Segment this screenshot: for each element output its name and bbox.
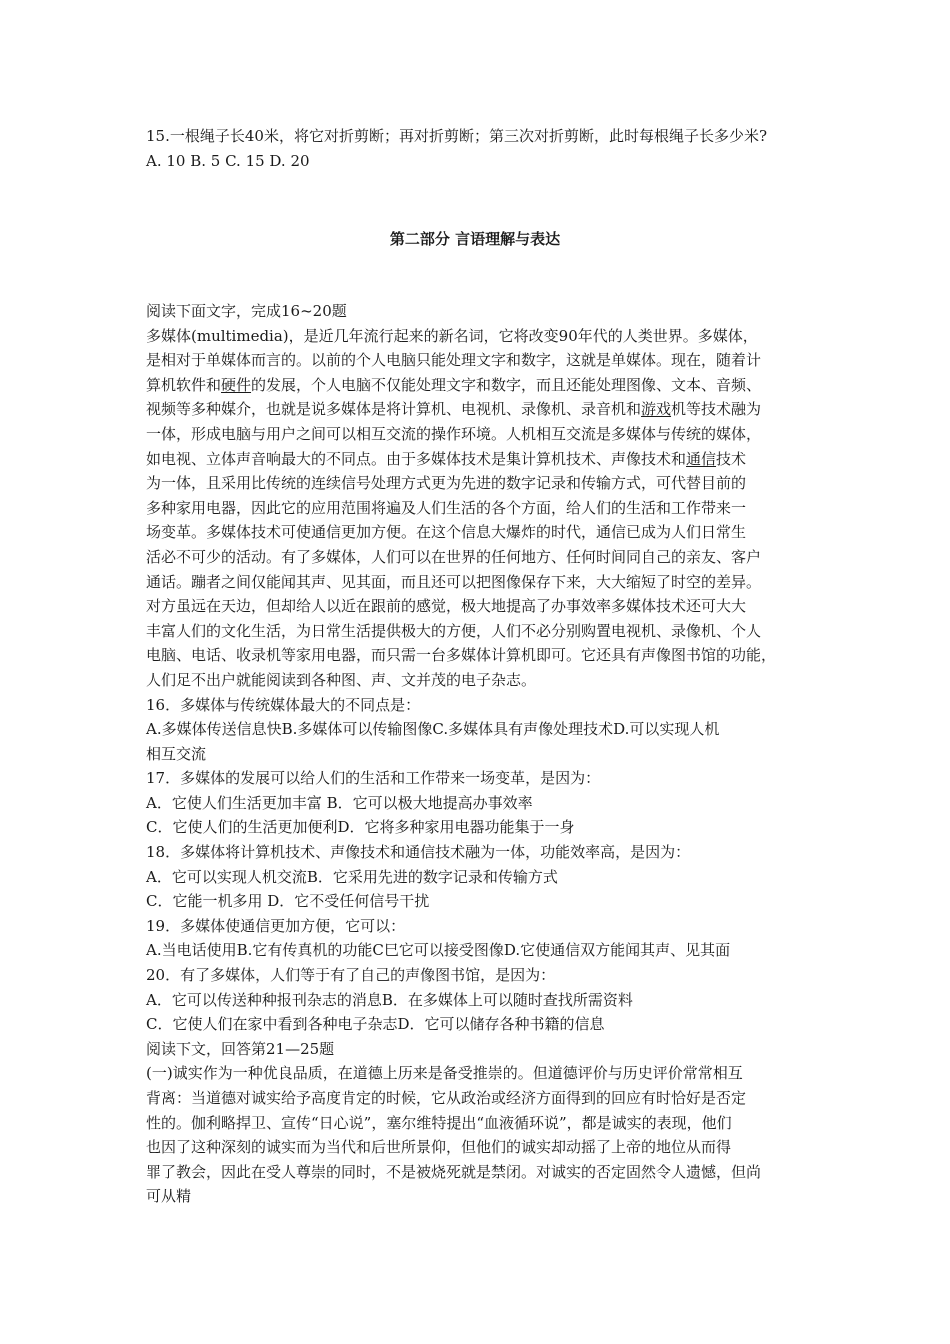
question-17-options-ab: A．它使人们生活更加丰富 B．它可以极大地提高办事效率 — [146, 793, 533, 812]
passage-line: 人们足不出户就能阅读到各种图、声、文并茂的电子杂志。 — [146, 670, 537, 689]
question-17-options-cd: C．它使人们的生活更加便利D．它将多种家用电器功能集于一身 — [146, 818, 575, 837]
question-15-options: A. 10 B. 5 C. 15 D. 20 — [146, 151, 310, 170]
question-18-options-ab: A．它可以实现人机交流B．它采用先进的数字记录和传输方式 — [146, 867, 558, 886]
question-18-stem: 18．多媒体将计算机技术、声像技术和通信技术融为一体，功能效率高，是因为： — [146, 843, 691, 862]
passage-2-line: 罪了教会，因此在受人尊崇的同时，不是被烧死就是禁闭。对诚实的否定固然令人遗憾，但尚 — [146, 1162, 762, 1181]
passage-2-line: 也因了这种深刻的诚实而为当代和后世所景仰，但他们的诚实却动摇了上帝的地位从而得 — [146, 1138, 732, 1157]
passage-1 — [146, 299, 826, 1209]
question-15 — [146, 124, 826, 173]
passage-line — [146, 447, 826, 472]
passage-2-line: (一)诚实作为一种优良品质，在道德上历来是备受推崇的。但道德评价与历史评价常常相互 — [146, 1064, 743, 1083]
passage-line: 是相对于单媒体而言的。以前的个人电脑只能处理文字和数字，这就是单媒体。现在，随着计 — [146, 351, 762, 370]
passage-line: 通话。蹦者之间仅能闻其声、见其面，而且还可以把图像保存下来，大大缩短了时空的差异。 — [146, 572, 762, 591]
passage-2-line: 性的。伽利略捍卫、宣传“日心说”，塞尔维特提出“血液循环说”，都是诚实的表现，他们 — [146, 1113, 732, 1132]
passage-line: 对方虽远在天边，但却给人以近在跟前的感觉，极大地提高了办事效率多媒体技术还可大大 — [146, 597, 747, 616]
passage-line: 活必不可少的活动。有了多媒体，人们可以在世界的任何地方、任何时间同自己的亲友、客户 — [146, 547, 762, 566]
question-20-options-ab: A．它可以传送种种报刊杂志的消息B．在多媒体上可以随时查找所需资料 — [146, 990, 633, 1009]
question-17-stem: 17．多媒体的发展可以给人们的生活和工作带来一场变革，是因为： — [146, 769, 601, 788]
passage-line: 多种家用电器，因此它的应用范围将遍及人们生活的各个方面，给人们的生活和工作带来一 — [146, 498, 747, 517]
question-20-stem: 20．有了多媒体，人们等于有了自己的声像图书馆，是因为： — [146, 966, 556, 985]
passage-line — [146, 397, 826, 422]
passage-line: 一体，形成电脑与用户之间可以相互交流的操作环境。人机相互交流是多媒体与传统的媒体， — [146, 424, 762, 443]
link-communication[interactable]: 通信 — [686, 449, 717, 468]
question-16-options: A.多媒体传送信息快B.多媒体可以传输图像C.多媒体具有声像处理技术D.可以实现人机 — [146, 720, 720, 739]
question-19-options: A.当电话使用B.它有传真机的功能C巳它可以接受图像D.它使通信双方能闻其声、见其面 — [146, 941, 731, 960]
link-games[interactable]: 游戏 — [641, 400, 672, 419]
passage-1-intro: 阅读下面文字，完成16~20题 — [146, 302, 347, 320]
text-segment: 如电视、立体声音响最大的不同点。由于多媒体技术是集计算机技术、声像技术和 — [146, 449, 687, 468]
text-segment: 技术 — [716, 449, 747, 468]
passage-line: 多媒体(multimedia)，是近几年流行起来的新名词，它将改变90年代的人类世界。多媒体， — [146, 326, 758, 345]
section-title: 第二部分 言语理解与表达 — [389, 230, 561, 248]
passage-line: 丰富人们的文化生活，为日常生活提供极大的方便，人们不必分别购置电视机、录像机、个人 — [146, 621, 762, 640]
question-20-options-cd: C．它使人们在家中看到各种电子杂志D．它可以储存各种书籍的信息 — [146, 1015, 605, 1034]
link-hardware[interactable]: 硬件 — [221, 375, 252, 394]
question-16-stem: 16．多媒体与传统媒体最大的不同点是： — [146, 695, 421, 714]
passage-line — [146, 373, 826, 398]
question-18-options-cd: C．它能一机多用 D．它不受任何信号干扰 — [146, 892, 430, 911]
question-19-stem: 19．多媒体使通信更加方便，它可以： — [146, 916, 406, 935]
passage-2-line: 背离：当道德对诚实给予高度肯定的时候，它从政治或经济方面得到的回应有时恰好是否定 — [146, 1089, 747, 1107]
text-segment: 视频等多种媒介，也就是说多媒体是将计算机、电视机、录像机、录音机和 — [146, 400, 642, 419]
text-segment: 的发展，个人电脑不仅能处理文字和数字，而且还能处理图像、文本、音频、 — [251, 375, 762, 394]
text-segment: 算机软件和 — [146, 375, 222, 394]
passage-line: 为一体，且采用比传统的连续信号处理方式更为先进的数字记录和传输方式，可代替目前的 — [146, 474, 747, 493]
text-segment: 机等技术融为 — [671, 400, 762, 419]
question-16-options-cont: 相互交流 — [146, 744, 207, 763]
passage-2-line: 可从精 — [146, 1187, 192, 1206]
passage-line: 场变革。多媒体技术可使通信更加方便。在这个信息大爆炸的时代，通信已成为人们日常生 — [146, 523, 747, 542]
passage-line: 电脑、电话、收录机等家用电器，而只需一台多媒体计算机即可。它还具有声像图书馆的功能， — [146, 646, 777, 665]
question-15-text: 15.一根绳子长40米，将它对折剪断；再对折剪断；第三次对折剪断，此时每根绳子长多少米? — [146, 127, 767, 145]
passage-2-intro: 阅读下文，回答第21—25题 — [146, 1039, 335, 1058]
